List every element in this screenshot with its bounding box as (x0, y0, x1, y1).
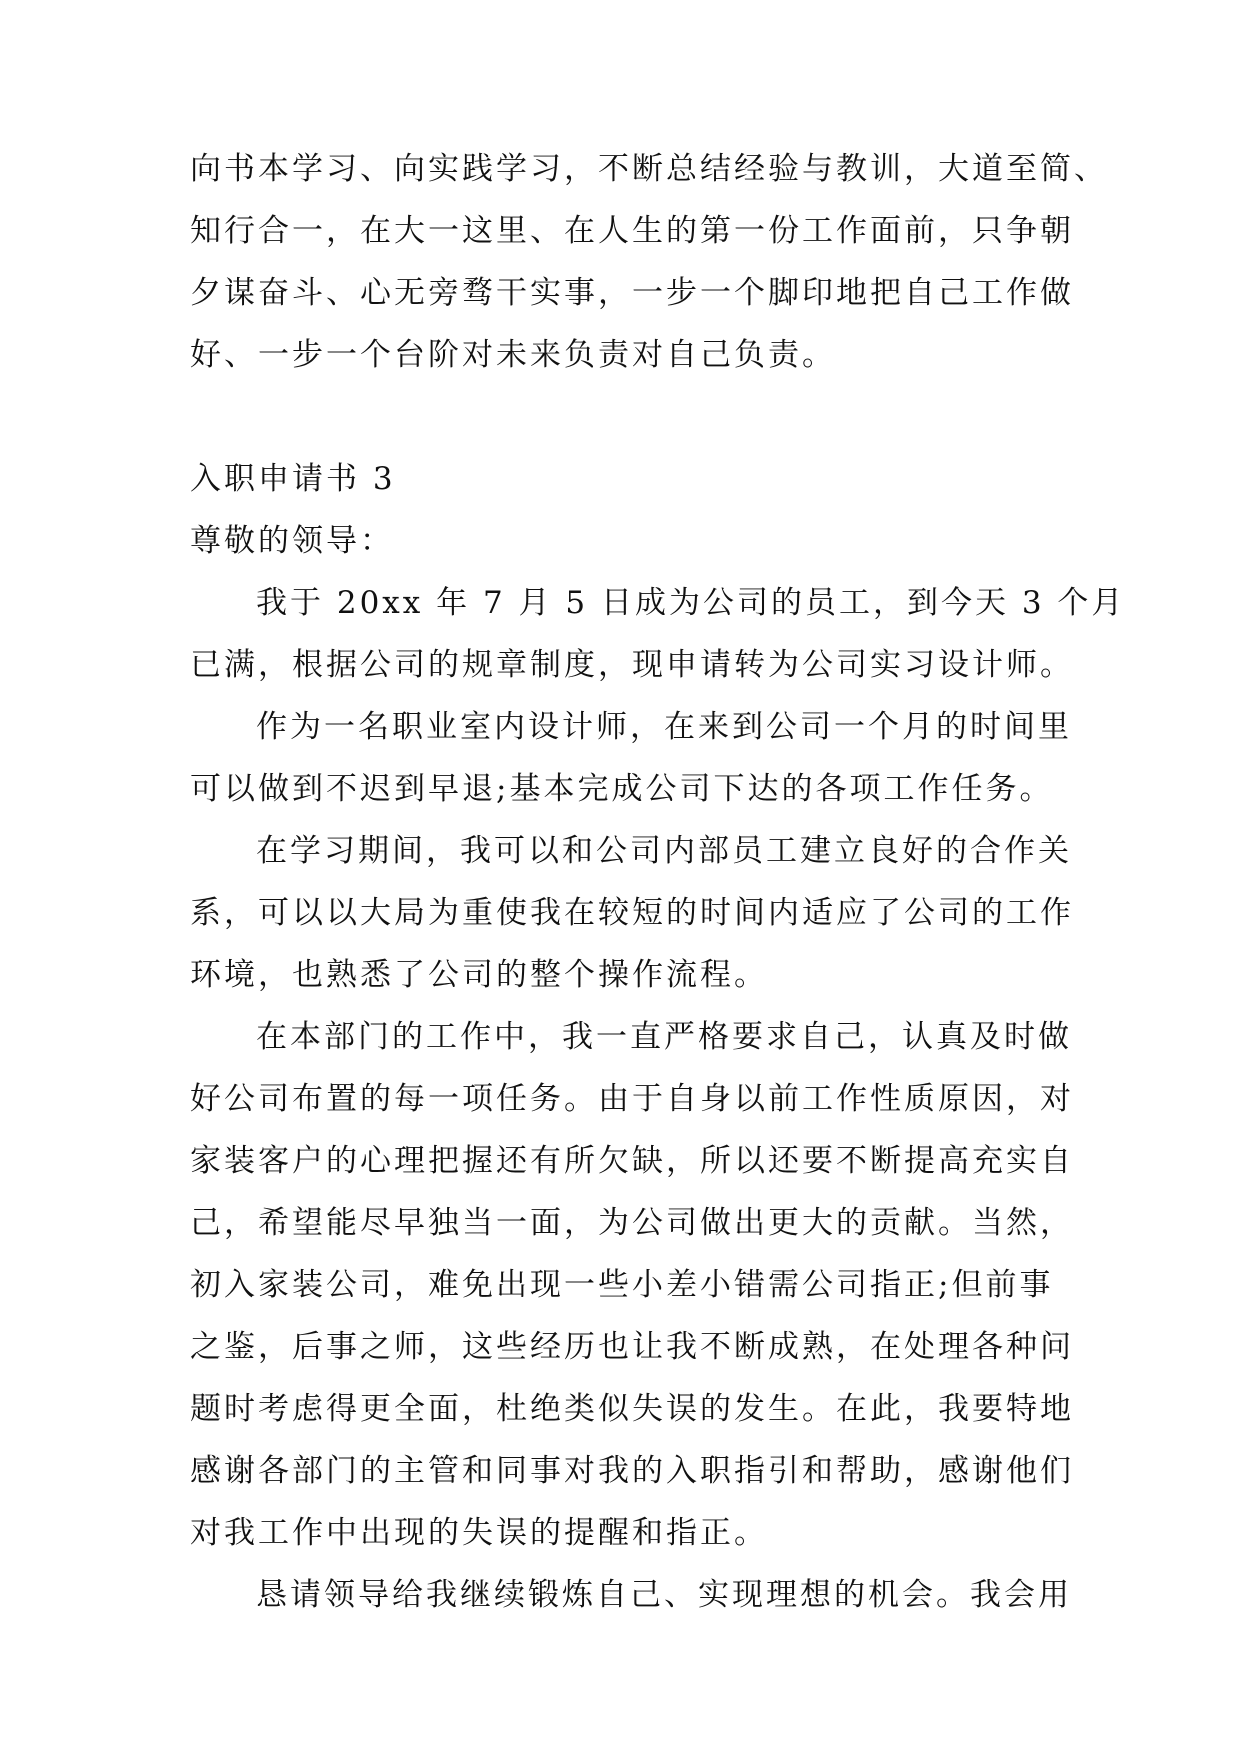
text-line: 家装客户的心理把握还有所欠缺，所以还要不断提高充实自 (190, 1143, 1074, 1179)
text-line: 环境，也熟悉了公司的整个操作流程。 (190, 957, 768, 993)
paragraph (190, 820, 1074, 1006)
paragraph (190, 1564, 1070, 1626)
text-line: 题时考虑得更全面，杜绝类似失误的发生。在此，我要特地 (190, 1391, 1074, 1427)
blank-line (190, 386, 1070, 448)
text-line: 可以做到不迟到早退;基本完成公司下达的各项工作任务。 (190, 771, 1054, 807)
paragraph (190, 696, 1070, 820)
text-line: 在学习期间，我可以和公司内部员工建立良好的合作关 (256, 833, 1072, 869)
text-line: 感谢各部门的主管和同事对我的入职指引和帮助，感谢他们 (190, 1453, 1074, 1489)
text-line: 作为一名职业室内设计师，在来到公司一个月的时间里 (256, 709, 1072, 745)
text-line: 系，可以以大局为重使我在较短的时间内适应了公司的工作 (190, 895, 1074, 931)
text-line: 好、一步一个台阶对未来负责对自己负责。 (190, 337, 836, 373)
document-body (190, 138, 1126, 1626)
text-line: 夕谋奋斗、心无旁骛干实事，一步一个脚印地把自己工作做 (190, 275, 1074, 311)
paragraph (190, 572, 1126, 696)
text-line: 向书本学习、向实践学习，不断总结经验与教训，大道至简、 (190, 151, 1108, 187)
text-line: 对我工作中出现的失误的提醒和指正。 (190, 1515, 768, 1551)
text-line: 之鉴，后事之师，这些经历也让我不断成熟，在处理各种问 (190, 1329, 1074, 1365)
text-line: 己，希望能尽早独当一面，为公司做出更大的贡献。当然， (190, 1205, 1074, 1241)
text-line: 知行合一，在大一这里、在人生的第一份工作面前，只争朝 (190, 213, 1074, 249)
paragraph (190, 1006, 1074, 1564)
text-line: 在本部门的工作中，我一直严格要求自己，认真及时做 (256, 1019, 1072, 1055)
section-title: 入职申请书 3 (190, 461, 396, 497)
text-line: 好公司布置的每一项任务。由于自身以前工作性质原因，对 (190, 1081, 1074, 1117)
salutation: 尊敬的领导： (190, 523, 394, 559)
text-line: 初入家装公司，难免出现一些小差小错需公司指正;但前事 (190, 1267, 1054, 1303)
text-line: 已满，根据公司的规章制度，现申请转为公司实习设计师。 (190, 647, 1074, 683)
text-line: 我于 20xx 年 7 月 5 日成为公司的员工，到今天 3 个月 (256, 585, 1126, 621)
text-line: 恳请领导给我继续锻炼自己、实现理想的机会。我会用 (256, 1577, 1072, 1613)
